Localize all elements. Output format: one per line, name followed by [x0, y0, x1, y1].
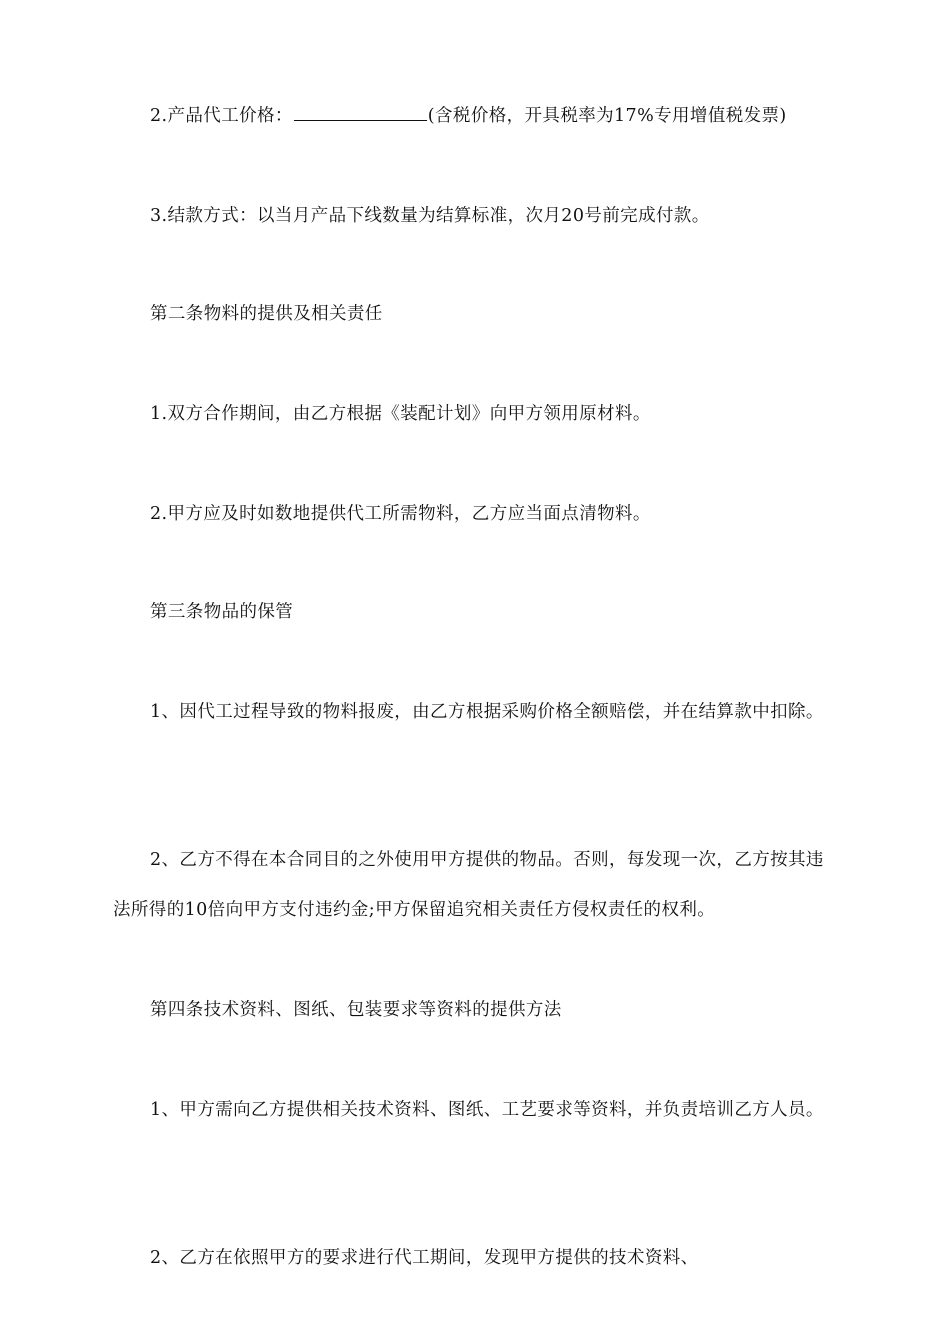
paragraph-usage-restriction: 2、乙方不得在本合同目的之外使用甲方提供的物品。否则，每发现一次，乙方按其违法所得的10倍向甲方支付违约金;甲方保留追究相关责任方侵权责任的权利。 — [113, 850, 824, 920]
price-note: (含税价格，开具税率为17%专用增值税发票) — [427, 106, 787, 126]
price-blank-field — [294, 106, 427, 121]
paragraph-payment-method: 3.结款方式：以当月产品下线数量为结算标准，次月20号前完成付款。 — [150, 206, 710, 226]
price-label: 2.产品代工价格： — [150, 106, 293, 126]
paragraph-processing-period: 2、乙方在依照甲方的要求进行代工期间，发现甲方提供的技术资料、 — [150, 1248, 699, 1268]
heading-article-three: 第三条物品的保管 — [150, 602, 294, 622]
paragraph-processing-price — [113, 91, 840, 141]
heading-article-two: 第二条物料的提供及相关责任 — [150, 304, 383, 324]
paragraph-material-supply: 2.甲方应及时如数地提供代工所需物料，乙方应当面点清物料。 — [150, 504, 651, 524]
paragraph-technical-docs: 1、甲方需向乙方提供相关技术资料、图纸、工艺要求等资料，并负责培训乙方人员。 — [150, 1100, 824, 1120]
paragraph-scrap-compensation: 1、因代工过程导致的物料报废，由乙方根据采购价格全额赔偿，并在结算款中扣除。 — [150, 702, 824, 722]
heading-article-four: 第四条技术资料、图纸、包装要求等资料的提供方法 — [150, 1000, 562, 1020]
paragraph-material-requisition: 1.双方合作期间，由乙方根据《装配计划》向甲方领用原材料。 — [150, 404, 651, 424]
